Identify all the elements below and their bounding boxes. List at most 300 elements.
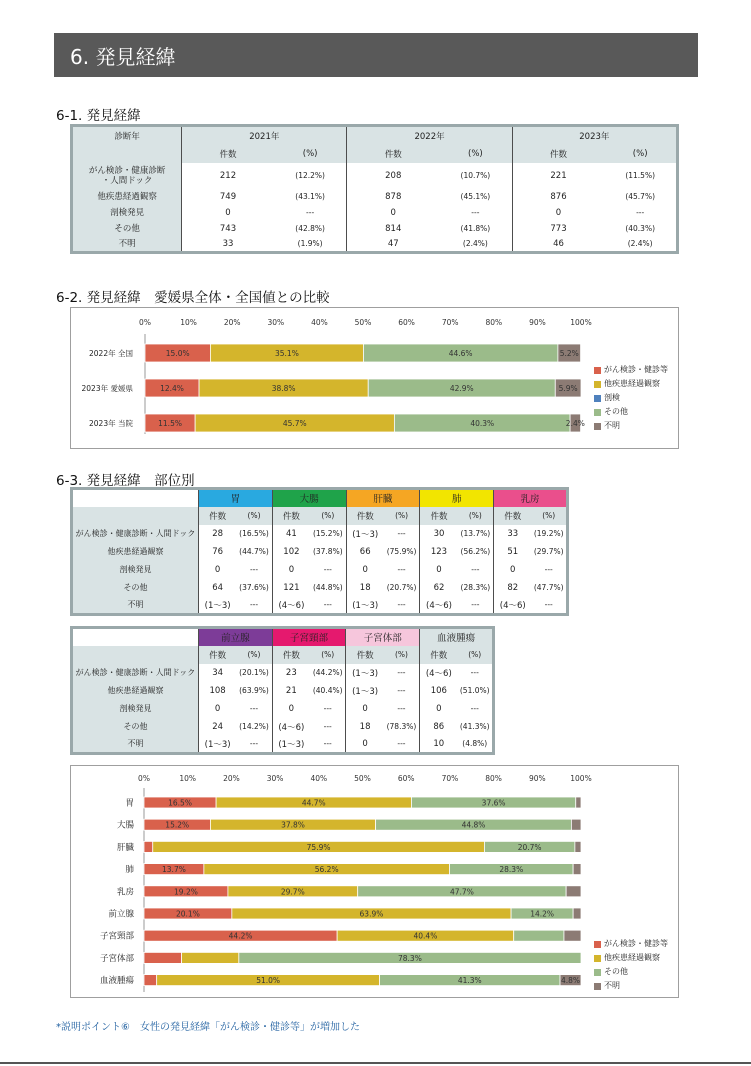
pct-cell: (2.4%) [462, 239, 488, 249]
chart-6-3 [71, 766, 678, 997]
data-label: 28.3% [499, 865, 524, 875]
count-cell: 24 [198, 718, 236, 736]
pct-cell: --- [470, 704, 479, 713]
count-cell: 10 [420, 736, 458, 754]
row-label: がん検診・健康診断・人間ドック [72, 664, 199, 682]
pct-cell: (75.9%) [386, 547, 417, 556]
pct-cell: --- [471, 565, 480, 574]
pct-cell: (44.8%) [312, 583, 343, 592]
legend-item [594, 965, 668, 979]
section-title-6-2: 6-2. 発見経緯 愛媛県全体・全国値との比較 [56, 290, 330, 306]
col-pct-header: (%) [384, 507, 420, 525]
count-cell: 34 [198, 664, 236, 682]
count-cell: 18 [346, 718, 384, 736]
legend-swatch [594, 409, 601, 416]
count-cell: 814 [347, 221, 439, 237]
count-cell: (4〜6) [420, 597, 458, 615]
count-cell: 0 [512, 205, 604, 221]
count-cell: 0 [346, 561, 384, 579]
table-row [72, 163, 678, 189]
table-row [72, 579, 568, 597]
pct-cell: (10.7%) [460, 171, 491, 180]
legend-swatch [594, 395, 601, 402]
section-title-6-1: 6-1. 発見経緯 [56, 108, 141, 124]
pct-cell: (42.8%) [295, 224, 325, 233]
x-tick-label: 50% [354, 774, 371, 783]
count-cell: (4〜6) [494, 597, 532, 615]
col-count-header: 件数 [182, 146, 274, 163]
category-label: 子宮体部 [99, 953, 134, 964]
pct-cell: (41.3%) [459, 722, 490, 731]
footnote: *説明ポイント⑥ 女性の発見経緯「がん検診・健診等」が増加した [56, 1022, 360, 1033]
organ-header: 肺 [420, 489, 494, 507]
count-cell: 878 [347, 189, 439, 205]
chart-6-2 [71, 308, 678, 448]
bar-segment [144, 975, 157, 986]
legend-item [594, 405, 668, 419]
col-pct-header: (%) [310, 646, 346, 664]
col-pct-header: (%) [236, 507, 272, 525]
category-label: 2023年 当院 [89, 419, 133, 428]
organ-header: 血液腫瘍 [420, 628, 494, 646]
table-corner: 診断年 [72, 126, 182, 146]
pct-cell: --- [397, 668, 406, 677]
pct-cell: (12.2%) [295, 171, 325, 180]
count-cell: 0 [225, 207, 231, 218]
pct-cell: (63.9%) [239, 686, 269, 695]
pct-cell: (43.1%) [295, 192, 325, 201]
x-tick-label: 40% [311, 318, 328, 327]
count-cell: 0 [347, 205, 439, 221]
legend-label: 他疾患経過観察 [604, 379, 660, 388]
count-cell: 21 [272, 682, 310, 700]
count-cell: 0 [198, 700, 236, 718]
pct-cell: (28.3%) [460, 583, 491, 592]
count-cell: 51 [494, 543, 532, 561]
x-tick-label: 20% [223, 318, 241, 327]
x-tick-label: 60% [397, 774, 415, 783]
data-label: 44.2% [228, 931, 253, 941]
col-pct-header: (%) [384, 646, 420, 664]
pct-cell: (78.3%) [386, 722, 417, 731]
x-tick-label: 40% [310, 774, 328, 783]
count-cell: (1〜3) [346, 664, 384, 682]
section-title-6-3: 6-3. 発見経緯 部位別 [56, 473, 195, 489]
col-count-header: 件数 [346, 646, 384, 664]
data-label: 14.2% [530, 909, 555, 919]
count-cell: (4〜6) [272, 718, 310, 736]
data-label: 13.7% [162, 865, 186, 875]
pct-cell: --- [636, 208, 645, 217]
row-label: その他 [72, 221, 182, 237]
data-label: 41.3% [457, 976, 482, 986]
col-count-header: 件数 [420, 507, 458, 525]
page-title: 6. 発見経緯 [70, 45, 176, 69]
legend-item [594, 951, 668, 965]
legend-label: 剖検 [604, 393, 620, 402]
pct-cell: --- [471, 600, 480, 610]
table-row [72, 736, 494, 754]
count-cell: 123 [420, 543, 458, 561]
x-tick-label: 90% [529, 318, 546, 327]
count-cell: (4〜6) [420, 664, 458, 682]
organ-header: 乳房 [494, 489, 568, 507]
row-label: 他疾患経過観察 [72, 189, 182, 205]
count-cell: 743 [219, 223, 237, 234]
count-cell: (1〜3) [198, 736, 236, 754]
legend-label: その他 [604, 967, 628, 976]
legend-item [594, 419, 668, 433]
pct-cell: (20.1%) [239, 668, 269, 677]
bar-segment [144, 952, 182, 963]
legend-item [594, 377, 668, 391]
pct-cell: --- [397, 739, 406, 749]
count-cell: 41 [272, 525, 310, 543]
data-label: 5.9% [558, 384, 578, 393]
row-label: 剖検発見 [72, 561, 199, 579]
pct-cell: --- [471, 208, 480, 217]
col-count-header: 件数 [198, 646, 236, 664]
chart-6-3-legend [594, 937, 668, 993]
site-table-2 [70, 626, 495, 755]
x-tick-label: 100% [570, 318, 592, 327]
bar-segment [182, 952, 239, 963]
count-cell: 64 [198, 579, 236, 597]
pct-cell: (2.4%) [627, 239, 653, 249]
data-label: 78.3% [398, 953, 422, 963]
pct-cell: --- [397, 686, 406, 695]
table-row [72, 597, 568, 615]
pct-cell: (45.1%) [460, 192, 491, 201]
data-label: 37.8% [281, 820, 305, 830]
count-cell: 66 [346, 543, 384, 561]
count-cell: 0 [420, 561, 458, 579]
pct-cell: (41.8%) [460, 224, 491, 233]
page-header-bar [54, 33, 698, 77]
data-label: 12.4% [160, 384, 184, 393]
bar-segment [571, 819, 581, 830]
data-label: 63.9% [359, 909, 384, 919]
x-tick-label: 50% [354, 318, 372, 327]
x-tick-label: 90% [528, 774, 546, 783]
legend-swatch [594, 983, 601, 990]
discovery-table-6-1 [70, 124, 679, 254]
x-tick-label: 30% [267, 318, 285, 327]
data-label: 11.5% [158, 419, 182, 428]
data-label: 15.2% [165, 820, 190, 830]
data-label: 56.2% [314, 865, 339, 875]
data-label: 19.2% [174, 887, 198, 897]
category-label: 肺 [125, 865, 134, 876]
legend-item [594, 363, 668, 377]
legend-swatch [594, 955, 601, 962]
category-label: 子宮頸部 [99, 931, 134, 942]
data-label: 40.4% [413, 931, 438, 941]
data-label: 40.3% [470, 419, 495, 428]
category-label: 2023年 愛媛県 [81, 384, 133, 393]
data-label: 51.0% [256, 976, 281, 986]
count-cell: 76 [198, 543, 236, 561]
chart-6-3-box [70, 765, 679, 998]
count-cell: 0 [346, 700, 384, 718]
legend-swatch [594, 423, 601, 430]
x-tick-label: 10% [179, 774, 197, 783]
pct-cell: (47.7%) [533, 583, 564, 592]
bar-segment [144, 841, 153, 852]
table-row [72, 561, 568, 579]
category-label: 2022年 全国 [89, 349, 133, 358]
pct-cell: --- [323, 600, 332, 610]
count-cell: 121 [272, 579, 310, 597]
col-pct-header: (%) [274, 146, 347, 163]
col-pct-header: (%) [531, 507, 567, 525]
organ-header-row [72, 628, 494, 646]
organ-header: 肝臓 [346, 489, 420, 507]
row-label: 剖検発見 [72, 700, 199, 718]
row-label: 不明 [72, 597, 199, 615]
pct-cell: --- [249, 565, 259, 574]
year-header: 2022年 [347, 126, 512, 146]
legend-item [594, 391, 668, 405]
count-cell: 33 [494, 525, 532, 543]
count-cell: 28 [198, 525, 236, 543]
count-cell: (4〜6) [272, 597, 310, 615]
pct-cell: (40.3%) [625, 224, 655, 233]
category-label: 前立腺 [108, 909, 134, 920]
pct-cell: (40.4%) [312, 686, 343, 695]
x-tick-label: 0% [138, 774, 150, 783]
count-cell: 106 [420, 682, 458, 700]
count-cell: 876 [512, 189, 604, 205]
pct-cell: (11.5%) [625, 171, 655, 180]
data-label: 20.1% [176, 909, 200, 919]
data-label: 44.6% [448, 349, 473, 358]
category-label: 乳房 [116, 887, 134, 898]
count-cell: (1〜3) [346, 682, 384, 700]
data-label: 38.8% [271, 384, 296, 393]
legend-label: 不明 [604, 981, 620, 990]
count-cell: 82 [494, 579, 532, 597]
legend-label: 不明 [604, 421, 620, 430]
col-count-header: 件数 [420, 646, 458, 664]
category-label: 大腸 [116, 820, 134, 831]
bar-segment [573, 864, 581, 875]
bar-segment [576, 797, 581, 808]
legend-swatch [594, 381, 601, 388]
x-tick-label: 60% [398, 318, 415, 327]
count-cell: 18 [346, 579, 384, 597]
pct-cell: (16.5%) [239, 529, 269, 538]
chart-6-2-legend [594, 363, 668, 433]
col-count-header: 件数 [198, 507, 236, 525]
pct-cell: (56.2%) [460, 547, 491, 556]
x-tick-label: 20% [223, 774, 240, 783]
pct-cell: (15.2%) [312, 529, 343, 538]
row-label: 他疾患経過観察 [72, 682, 199, 700]
legend-swatch [594, 969, 601, 976]
pct-cell: --- [306, 208, 315, 217]
table-row [72, 664, 494, 682]
pct-cell: (37.8%) [312, 547, 343, 556]
data-label: 20.7% [517, 842, 542, 852]
count-cell: 62 [420, 579, 458, 597]
count-cell: 749 [219, 191, 237, 202]
pct-cell: (44.7%) [239, 547, 269, 556]
pct-cell: --- [323, 565, 332, 574]
data-label: 45.7% [282, 419, 307, 428]
count-cell: 0 [494, 561, 532, 579]
col-count-header: 件数 [512, 146, 604, 163]
pct-cell: --- [544, 600, 553, 610]
subheader-row [72, 507, 568, 525]
pct-cell: --- [323, 704, 332, 713]
legend-swatch [594, 941, 601, 948]
bottom-rule [0, 1062, 751, 1064]
x-tick-label: 70% [441, 318, 459, 327]
bar-segment [575, 841, 581, 852]
table-row [72, 718, 494, 736]
row-label: 他疾患経過観察 [72, 543, 199, 561]
count-cell: 86 [420, 718, 458, 736]
pct-cell: (4.8%) [462, 739, 488, 749]
col-pct-header: (%) [236, 646, 272, 664]
site-table-1 [70, 487, 569, 616]
count-cell: 30 [420, 525, 458, 543]
pct-cell: --- [249, 600, 259, 610]
organ-header: 前立腺 [198, 628, 272, 646]
data-label: 2.4% [565, 419, 585, 428]
pct-cell: --- [397, 600, 406, 610]
data-label: 37.6% [481, 798, 506, 808]
pct-cell: (1.9%) [297, 239, 323, 249]
pct-cell: --- [249, 704, 259, 713]
pct-cell: --- [397, 565, 406, 574]
data-label: 44.8% [461, 820, 486, 830]
table-row [72, 700, 494, 718]
subheader-row [72, 646, 494, 664]
pct-cell: (37.6%) [239, 583, 269, 592]
row-label: がん検診・健康診断 ・人間ドック [72, 163, 182, 189]
legend-item [594, 979, 668, 993]
count-cell: (1〜3) [198, 597, 236, 615]
pct-cell: --- [544, 565, 553, 574]
table-row [72, 221, 678, 237]
organ-header: 胃 [198, 489, 272, 507]
row-label: 不明 [72, 237, 182, 253]
x-tick-label: 70% [441, 774, 459, 783]
pct-cell: (29.7%) [533, 547, 564, 556]
col-count-header: 件数 [346, 507, 384, 525]
data-label: 35.1% [275, 349, 299, 358]
count-cell: 108 [198, 682, 236, 700]
category-label: 肝臓 [116, 842, 134, 853]
data-label: 15.0% [165, 349, 190, 358]
count-cell: 212 [219, 170, 237, 181]
bar-segment [573, 908, 581, 919]
data-label: 75.9% [306, 842, 331, 852]
count-cell: 0 [272, 700, 310, 718]
pct-cell: --- [470, 668, 479, 677]
count-cell: 33 [222, 238, 234, 249]
count-cell: (1〜3) [346, 597, 384, 615]
count-cell: 46 [512, 237, 604, 253]
table-row [72, 682, 494, 700]
x-tick-label: 80% [485, 774, 502, 783]
row-label: 不明 [72, 736, 199, 754]
legend-swatch [594, 367, 601, 374]
data-label: 44.7% [301, 798, 326, 808]
pct-cell: --- [323, 739, 332, 749]
pct-cell: (51.0%) [459, 686, 490, 695]
count-cell: (1〜3) [272, 736, 310, 754]
legend-item [594, 937, 668, 951]
table-row [72, 237, 678, 253]
organ-header: 大腸 [272, 489, 346, 507]
year-header: 2023年 [512, 126, 677, 146]
col-count-header: 件数 [347, 146, 439, 163]
col-pct-header: (%) [439, 146, 512, 163]
col-pct-header: (%) [458, 507, 494, 525]
table-row [72, 205, 678, 221]
row-label: がん検診・健康診断・人間ドック [72, 525, 199, 543]
legend-label: 他疾患経過観察 [604, 953, 660, 962]
chart-6-2-box [70, 307, 679, 449]
col-pct-header: (%) [457, 646, 493, 664]
col-pct-header: (%) [604, 146, 677, 163]
pct-cell: --- [397, 704, 406, 713]
count-cell: 47 [347, 237, 439, 253]
data-label: 47.7% [450, 887, 474, 897]
bar-segment [514, 930, 564, 941]
pct-cell: (14.2%) [239, 722, 269, 731]
pct-cell: (44.2%) [312, 668, 343, 677]
pct-cell: (45.7%) [625, 192, 655, 201]
bar-segment [566, 886, 581, 897]
pct-cell: (20.7%) [386, 583, 417, 592]
data-label: 42.9% [449, 384, 474, 393]
row-label: 剖検発見 [72, 205, 182, 221]
count-cell: 0 [420, 700, 458, 718]
row-label: その他 [72, 718, 199, 736]
legend-label: がん検診・健診等 [604, 365, 668, 374]
data-label: 16.5% [168, 798, 192, 808]
table-row [72, 189, 678, 205]
count-cell: 0 [272, 561, 310, 579]
category-label: 胃 [125, 798, 134, 809]
x-tick-label: 80% [485, 318, 503, 327]
x-tick-label: 0% [139, 318, 151, 327]
data-label: 29.7% [280, 887, 305, 897]
legend-label: がん検診・健診等 [604, 939, 668, 948]
organ-header: 子宮頸部 [272, 628, 346, 646]
pct-cell: (19.2%) [533, 529, 564, 538]
organ-header-row [72, 489, 568, 507]
pct-cell: --- [397, 529, 406, 538]
pct-cell: --- [249, 739, 259, 749]
pct-cell: (13.7%) [460, 529, 491, 538]
count-cell: 773 [512, 221, 604, 237]
col-count-header: 件数 [272, 646, 310, 664]
col-count-header: 件数 [494, 507, 532, 525]
pct-cell: --- [323, 722, 332, 731]
legend-label: その他 [604, 407, 628, 416]
count-cell: 23 [272, 664, 310, 682]
category-label: 血液腫瘍 [99, 976, 134, 987]
col-count-header: 件数 [272, 507, 310, 525]
table-row [72, 543, 568, 561]
col-pct-header: (%) [310, 507, 346, 525]
data-label: 5.2% [559, 349, 579, 358]
